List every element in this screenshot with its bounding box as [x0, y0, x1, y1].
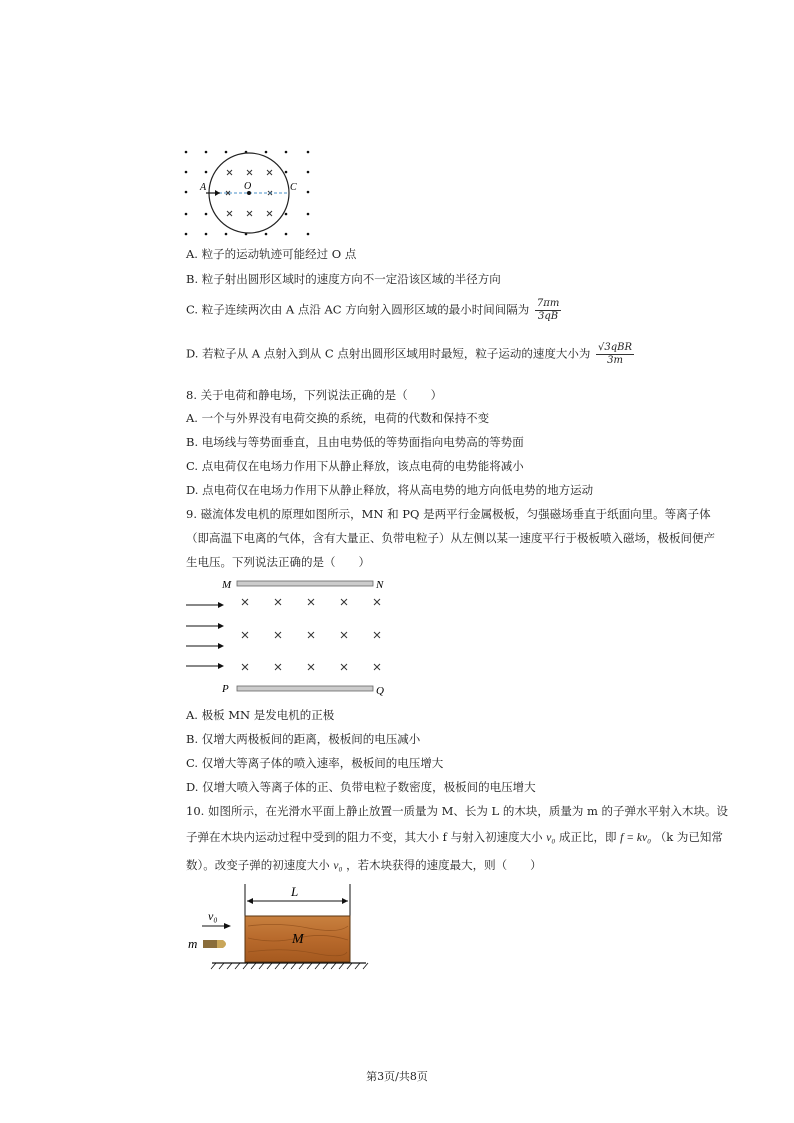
resistance-formula: f = kv₀	[620, 832, 652, 844]
page-footer: 第3页/共8页	[366, 1070, 428, 1083]
label-n: N	[376, 579, 384, 591]
fraction-numerator: √3qBR	[598, 342, 633, 353]
label-bullet-m: m	[188, 936, 198, 951]
label-m: M	[222, 579, 232, 591]
q10-stem-text: ，若木块获得的速度最大，则（ ）	[346, 858, 542, 872]
fraction	[596, 342, 634, 367]
q10-figure	[182, 880, 372, 972]
q7-option-a: A. 粒子的运动轨迹可能经过 O 点	[186, 247, 357, 261]
plasma-arrows	[186, 605, 222, 666]
q9-stem-line-1: 9. 磁流体发电机的原理如图所示，MN 和 PQ 是两平行金属极板，匀强磁场垂直于纸面向里。等离子体	[186, 507, 711, 521]
field-crosses	[242, 599, 380, 670]
q10-stem-text: 成正比，即	[559, 830, 617, 844]
q9-stem-line-2: （即高温下电离的气体，含有大量正、负带电粒子）从左侧以某一速度平行于极板喷入磁场，极板间便产	[186, 531, 715, 545]
fraction-numerator: 7πm	[536, 298, 560, 309]
q10-stem-line-3	[186, 857, 542, 874]
q7-option-b: B. 粒子射出圆形区域时的速度方向不一定沿该区域的半径方向	[186, 272, 501, 286]
v0-symbol: v₀	[546, 832, 556, 844]
label-p: P	[222, 683, 229, 695]
q7-option-c-text: C. 粒子连续两次由 A 点沿 AC 方向射入圆形区域的最小时间间隔为	[186, 302, 530, 317]
label-v0: v₀	[208, 909, 218, 923]
q7-figure	[182, 146, 317, 240]
fraction-denominator: 3qB	[538, 311, 559, 322]
label-o: O	[244, 181, 252, 192]
q9-option-a: A. 极板 MN 是发电机的正极	[186, 708, 335, 722]
q9-option-b: B. 仅增大两极板间的距离，极板间的电压减小	[186, 732, 421, 746]
q8-option-a: A. 一个与外界没有电荷交换的系统，电荷的代数和保持不变	[186, 411, 490, 425]
fraction	[535, 298, 561, 323]
label-a: A	[200, 182, 207, 193]
q10-stem-text: 子弹在木块内运动过程中受到的阻力不变，其大小 f 与射入初速度大小	[186, 830, 543, 844]
bullet	[203, 940, 226, 948]
q10-stem-line-1: 10. 如图所示，在光滑水平面上静止放置一质量为 M、长为 L 的木块，质量为 m 的子弹水平射入木块。设	[186, 804, 729, 818]
q7-option-d	[186, 342, 634, 367]
q7-option-c	[186, 298, 561, 323]
q10-stem-text: （k 为已知常	[654, 830, 723, 844]
q9-option-c: C. 仅增大等离子体的喷入速率，极板间的电压增大	[186, 756, 444, 770]
q10-stem-line-2	[186, 829, 723, 846]
plate-mn	[237, 581, 373, 586]
plate-pq	[237, 686, 373, 691]
q9-figure	[182, 574, 407, 700]
ground-hatching	[211, 963, 368, 969]
q9-option-d: D. 仅增大喷入等离子体的正、负带电粒子数密度，极板间的电压增大	[186, 780, 536, 794]
label-c: C	[290, 182, 297, 193]
label-q: Q	[376, 685, 384, 697]
q8-stem: 8. 关于电荷和静电场，下列说法正确的是（ ）	[186, 388, 443, 402]
q7-option-d-text: D. 若粒子从 A 点射入到从 C 点射出圆形区域用时最短，粒子运动的速度大小为	[186, 346, 591, 361]
q8-option-d: D. 点电荷仅在电场力作用下从静止释放，将从高电势的地方向低电势的地方运动	[186, 483, 594, 497]
q9-stem-line-3: 生电压。下列说法正确的是（ ）	[186, 555, 370, 569]
fraction-denominator: 3m	[607, 355, 623, 366]
v0-symbol: v₀	[333, 860, 343, 872]
q8-option-c: C. 点电荷仅在电场力作用下从静止释放，该点电荷的电势能将减小	[186, 459, 524, 473]
q10-stem-text: 数）。改变子弹的初速度大小	[186, 858, 330, 872]
q8-option-b: B. 电场线与等势面垂直，且由电势低的等势面指向电势高的等势面	[186, 435, 524, 449]
label-block-m: M	[292, 932, 304, 947]
label-l: L	[291, 884, 299, 899]
